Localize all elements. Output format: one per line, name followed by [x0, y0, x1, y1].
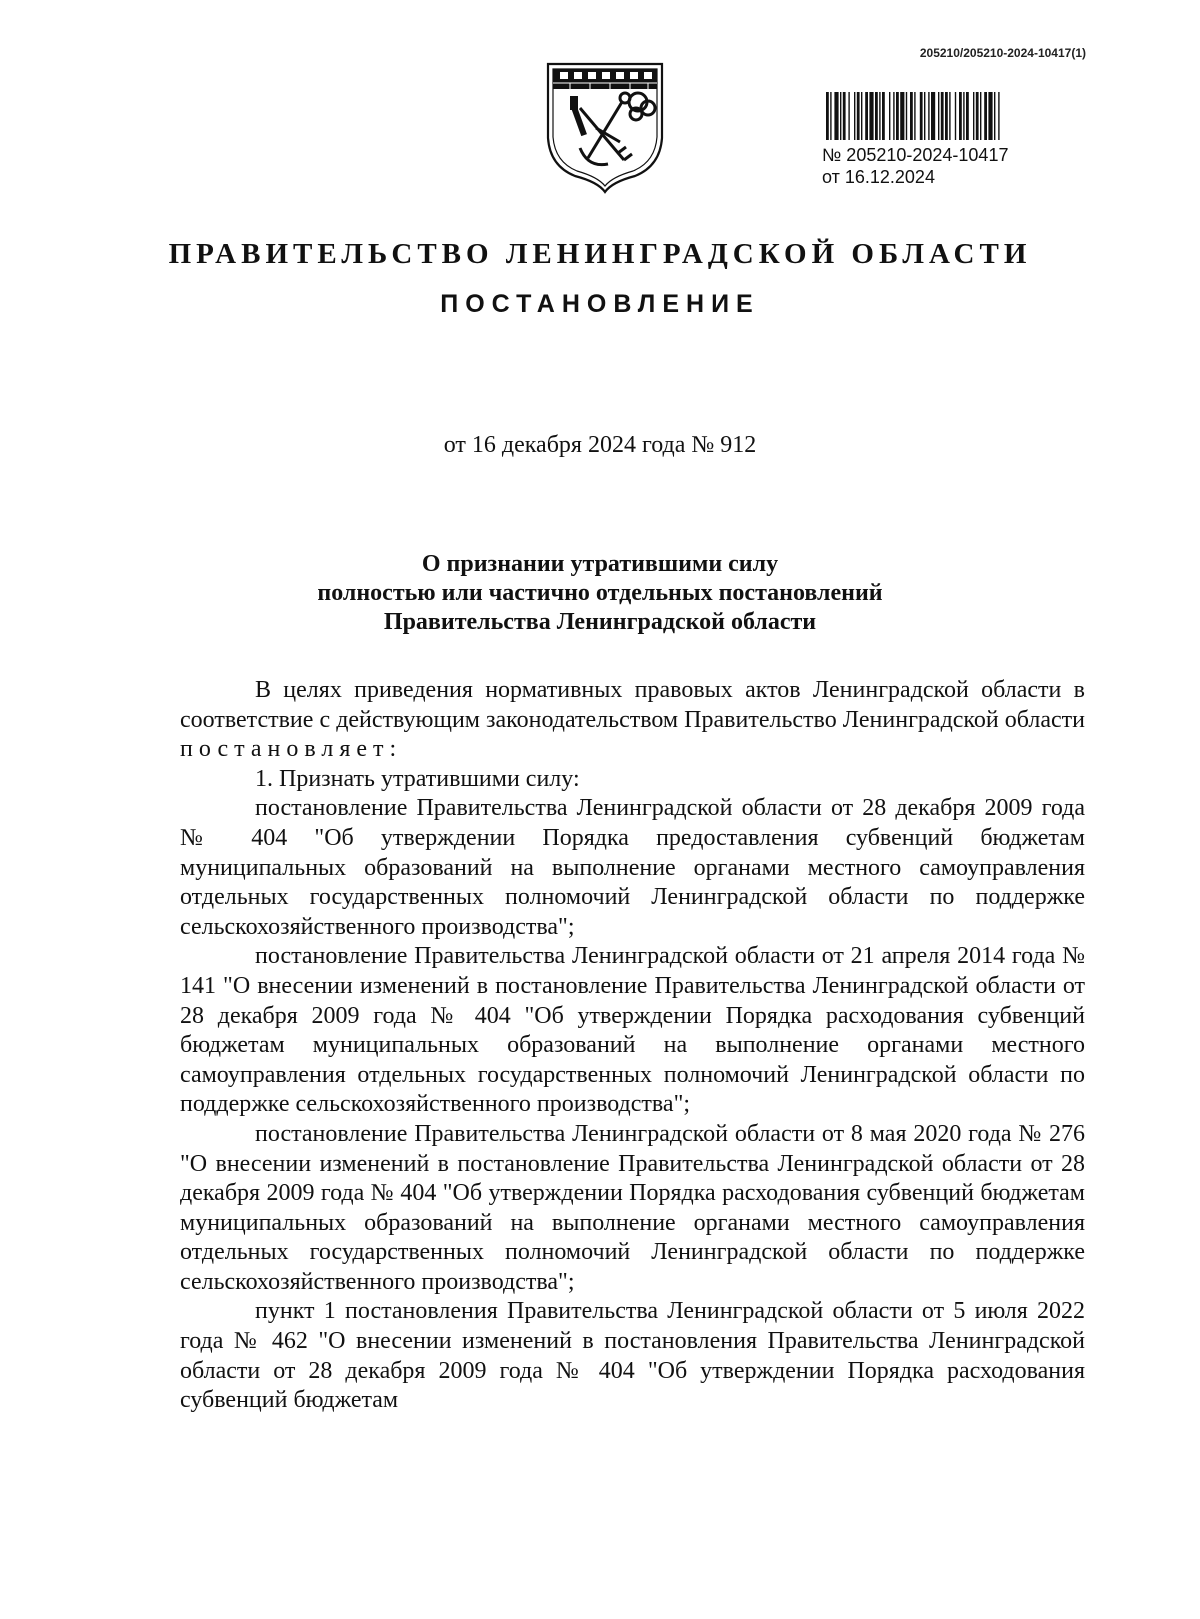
government-title: ПРАВИТЕЛЬСТВО ЛЕНИНГРАДСКОЙ ОБЛАСТИ	[168, 238, 1032, 270]
document-body	[180, 676, 1085, 1416]
document-type: ПОСТАНОВЛЕНИЕ	[440, 290, 760, 318]
heading-line-2: полностью или частично отдельных постановлений	[317, 580, 883, 606]
document-code: 205210/205210-2024-10417(1)	[919, 46, 1086, 60]
heading-line-1: О признании утратившими силу	[421, 551, 779, 577]
item-1: 1. Признать утратившими силу:	[255, 765, 580, 792]
intro-text: В целях приведения нормативных правовых актов Ленинградской области в соответствие с действующим законодательством Правительство Ленинградской области	[180, 677, 1085, 733]
intro-colon: :	[389, 736, 397, 763]
paragraph-4: пункт 1 постановления Правительства Ленинградской области от 5 июля 2022 года № 462 "О внесении изменений в постановления Правительства Ленинградской области от 28 декабря 2009 года № 404 "Об утверждении Порядка расходования субвенций бюджетам	[180, 1298, 1085, 1414]
document-heading	[0, 550, 1200, 637]
heading-line-3: Правительства Ленинградской области	[383, 609, 817, 635]
paragraph-1: постановление Правительства Ленинградской области от 28 декабря 2009 года № 404 "Об утверждении Порядка предоставления субвенций бюджетам муниципальных образований на выполнение органами местного самоуправления отдельных государственных полномочий Ленинградской области по поддержке сельскохозяйственного производства";	[180, 795, 1085, 940]
registration-date: от 16.12.2024	[822, 167, 935, 187]
coat-of-arms-icon	[540, 56, 670, 194]
document-date-number: от 16 декабря 2024 года № 912	[443, 432, 757, 458]
barcode-icon	[826, 92, 1088, 140]
registration-number: № 205210-2024-10417	[822, 145, 1009, 165]
intro-verb: постановляет	[180, 736, 390, 763]
intro-paragraph	[180, 676, 1085, 765]
paragraph-3: постановление Правительства Ленинградской области от 8 мая 2020 года № 276 "О внесении изменений в постановление Правительства Ленинградской области от 28 декабря 2009 года № 404 "Об утверждении Порядка расходования субвенций бюджетам муниципальных образований на выполнение органами местного самоуправления отдельных государственных полномочий Ленинградской области по поддержке сельскохозяйственного производства";	[180, 1120, 1085, 1295]
paragraph-2: постановление Правительства Ленинградской области от 21 апреля 2014 года № 141 "О внесении изменений в постановление Правительства Ленинградской области от 28 декабря 2009 года № 404 "Об утверждении Порядка расходования субвенций бюджетам муниципальных образований на выполнение органами местного самоуправления отдельных государственных полномочий Ленинградской области по поддержке сельскохозяйственного производства";	[180, 943, 1085, 1118]
